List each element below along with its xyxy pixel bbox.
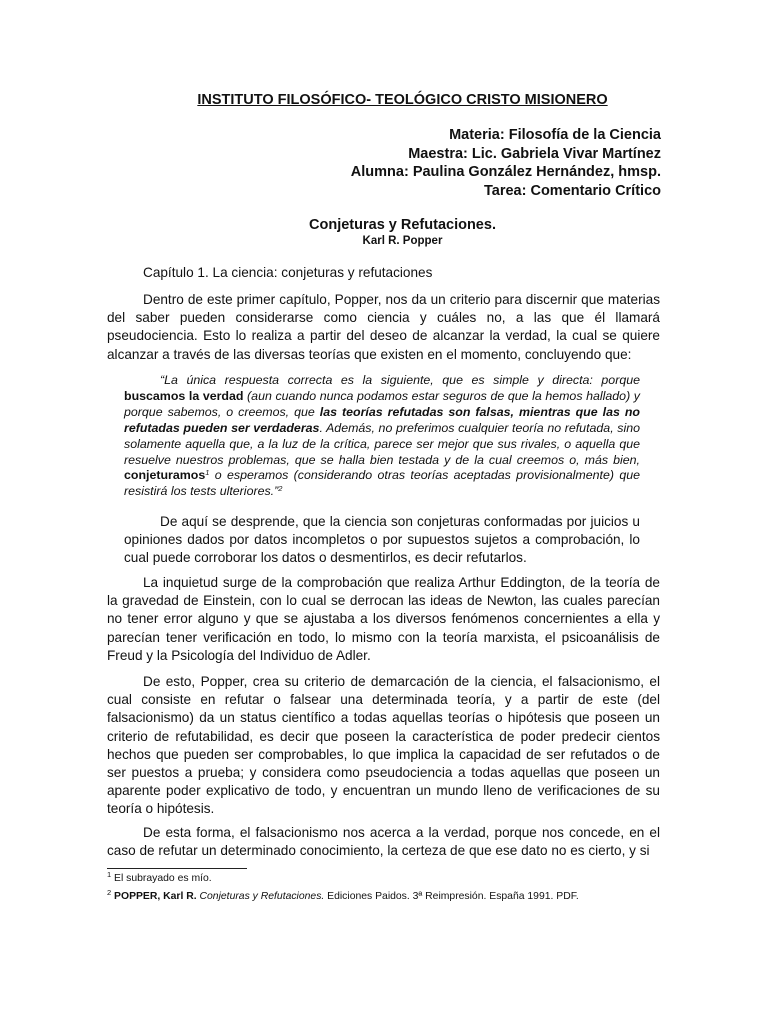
teacher-line: Maestra: Lic. Gabriela Vivar Martínez	[408, 145, 661, 162]
popper-quote	[124, 373, 640, 500]
institute-heading: INSTITUTO FILOSÓFICO- TEOLÓGICO CRISTO MISIONERO	[197, 92, 608, 108]
paragraph-4: De esto, Popper, crea su criterio de demarcación de la ciencia, el falsacionismo, el cual consiste en refutar o falsear una determinada teoría, y a partir de este (del falsacionismo) da un status científico a todas aquellas teorías o hipótesis que poseen un criterio de refutabilidad, es decir que poseen la característica de poder predecir cientos hechos que pueden ser comprobables, lo que implica la capacidad de ser refutados o de ser puestos a prueba; y considera como pseudociencia a todas aquellas que poseen un aparente poder explicativo de todo, y encuentran un mundo lleno de verificaciones de su teoría o hipótesis.	[107, 674, 660, 817]
footnote-number: 1	[107, 870, 112, 879]
assignment-info	[351, 126, 661, 200]
footnote-number: 2	[107, 888, 112, 897]
quote-text: “La única respuesta correcta es la siguiente, que es simple y directa: porque	[160, 373, 640, 387]
footnote-ref: 1	[205, 468, 210, 478]
paragraph-2: De aquí se desprende, que la ciencia son conjeturas conformadas por juicios u opiniones dados por datos incompletos o por supuestos sujetos a comprobación, lo cual puede corroborar los datos o desmentirlos, es decir refutarlos.	[124, 514, 640, 566]
paragraph-1: Dentro de este primer capítulo, Popper, nos da un criterio para discernir que materias del saber pueden considerarse como ciencia y cuáles no, a las que él llamará pseudociencia. Esto lo realiza a partir del deseo de alcanzar la verdad, la cual se quiere alcanzar a través de las diversas teorías que existen en el momento, concluyendo que:	[107, 292, 660, 362]
document-title: Conjeturas y Refutaciones.	[309, 217, 496, 233]
subject-line: Materia: Filosofía de la Ciencia	[449, 127, 661, 143]
quote-text: (aun cuando nunca podamos estar seguros de que la hemos hallado) y porque sabemos, o creemos, que	[124, 388, 640, 419]
footnote-ref: 2	[278, 484, 283, 494]
quote-bold: conjeturamos	[124, 468, 206, 483]
footnote-title: Conjeturas y Refutaciones.	[196, 891, 325, 902]
quote-bold: las teorías refutadas son falsas, mientras que las no refutadas pueden ser verdaderas	[124, 404, 640, 435]
footnote-text: El subrayado es mío.	[111, 873, 212, 884]
quote-text: o esperamos (considerando otras teorías aceptadas provisionalmente) que resistirá los tests ulteriores.”	[124, 468, 640, 499]
task-line: Tarea: Comentario Crítico	[484, 182, 661, 199]
student-line: Alumna: Paulina González Hernández, hmsp.	[350, 164, 661, 180]
quote-text: . Además, no preferimos cualquier teoría no refutada, sino solamente aquella que, a la luz de la crítica, parece ser mejor que sus rivales, o aquella que resuelve nuestros problemas, que se halla bien testada y de la cual creemos o, más bien,	[124, 420, 640, 467]
footnote-text: Ediciones Paidos. 3ª Reimpresión. España 1991. PDF.	[324, 891, 579, 902]
footnote-divider	[107, 868, 247, 869]
quote-bold: buscamos la verdad	[124, 388, 244, 403]
paragraph-5: De esta forma, el falsacionismo nos acerca a la verdad, porque nos concede, en el caso de refutar un determinado conocimiento, la certeza de que ese dato no es cierto, y si	[107, 825, 660, 859]
chapter-heading: Capítulo 1. La ciencia: conjeturas y refutaciones	[143, 265, 433, 280]
paragraph-3: La inquietud surge de la comprobación que realiza Arthur Eddington, de la teoría de la gravedad de Einstein, con lo cual se derrocan las ideas de Newton, las cuales parecían no tener error alguno y que se ajustaba a los diversos fenómenos concernientes a ella y parecían tener verificación en todo, lo mismo con la teoría marxista, el psicoanálisis de Freud y la Psicología del Individuo de Adler.	[107, 575, 660, 663]
document-author: Karl R. Popper	[362, 235, 443, 247]
footnote-1	[107, 872, 212, 885]
footnote-2	[107, 890, 579, 903]
footnote-author: POPPER, Karl R.	[111, 891, 197, 902]
